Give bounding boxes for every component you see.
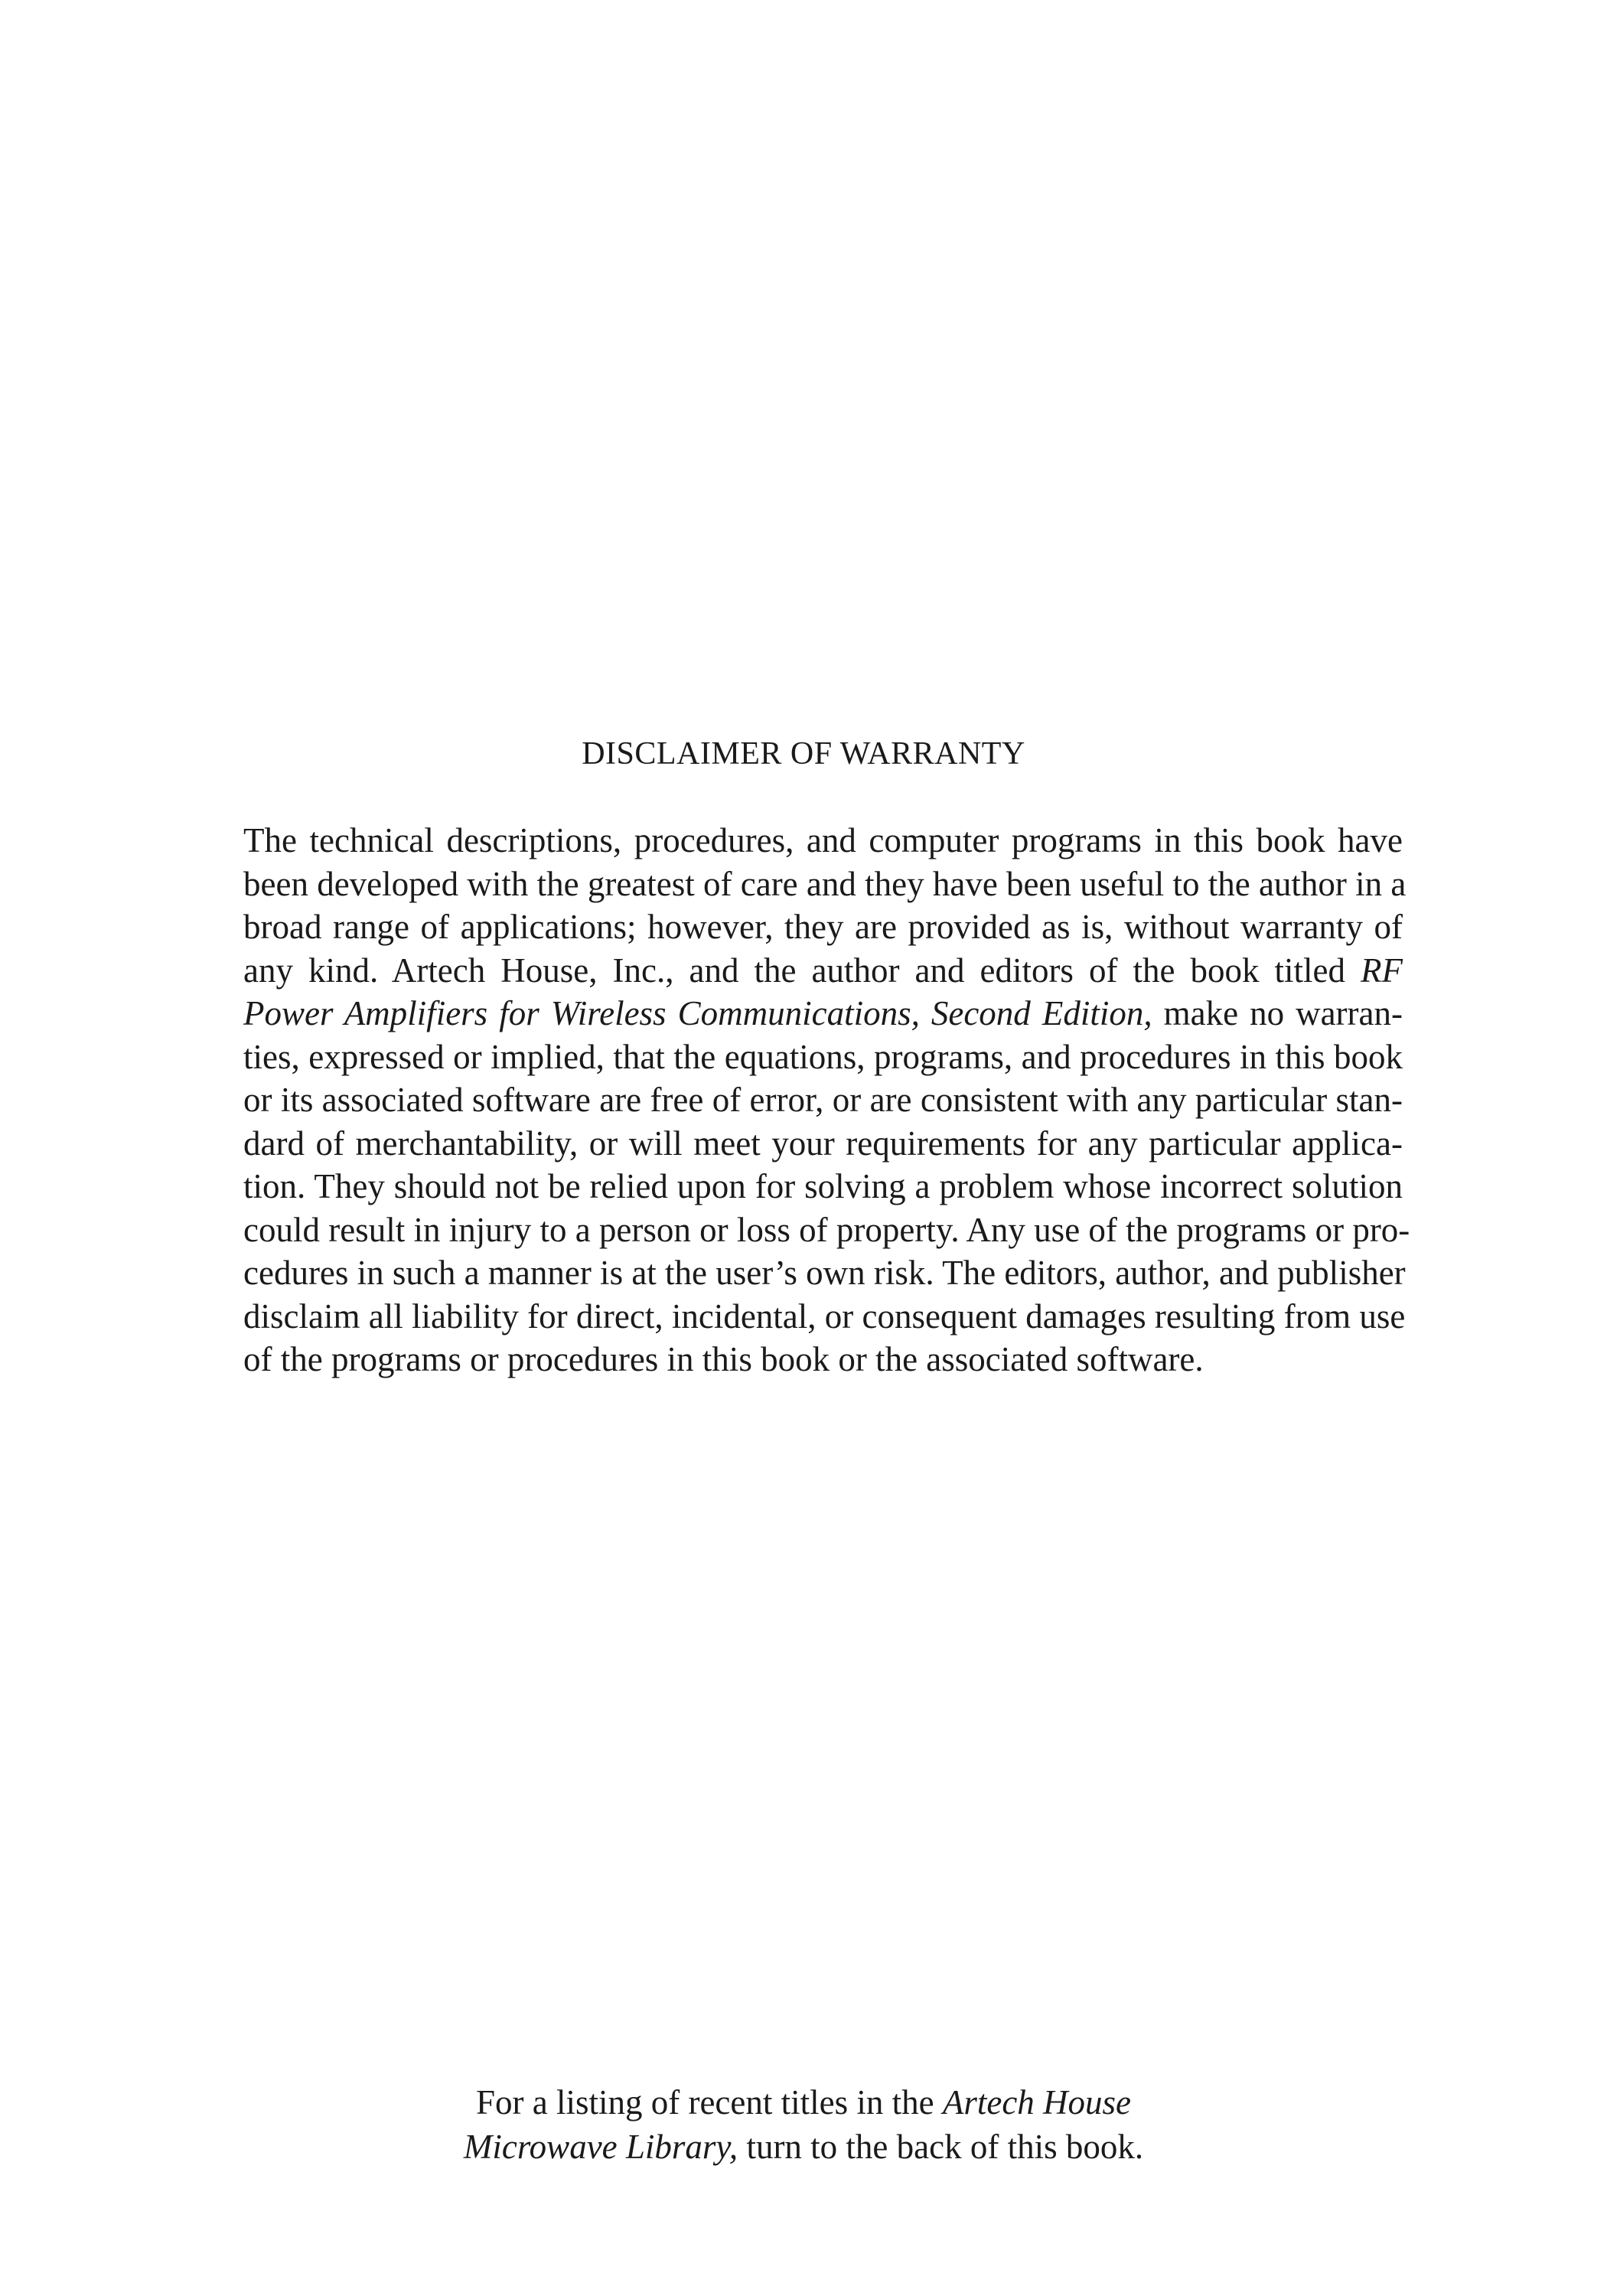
body-line-text: any kind. Artech House, Inc., and the author and editors of the book titled <box>243 951 1361 990</box>
footer-line <box>0 2125 1607 2169</box>
footer-note <box>0 2080 1607 2169</box>
body-line-text: make no warran- <box>1152 994 1403 1032</box>
body-line <box>243 992 1403 1035</box>
footer-text: For a listing of recent titles in the <box>475 2083 943 2122</box>
body-line: of the programs or procedures in this book or the associated software. <box>243 1340 1204 1378</box>
book-title-italic: Power Amplifiers for Wireless Communications, Second Edition, <box>243 994 1152 1032</box>
disclaimer-heading: DISCLAIMER OF WARRANTY <box>582 736 1025 771</box>
library-name-italic: Microwave Library, <box>463 2128 738 2166</box>
book-title-italic: RF <box>1361 951 1403 990</box>
body-line: disclaim all liability for direct, incidental, or consequent damages resulting from use <box>243 1296 1406 1336</box>
footer-text: turn to the back of this book. <box>738 2128 1144 2166</box>
body-line: could result in injury to a person or loss of property. Any use of the programs or pro- <box>243 1210 1410 1249</box>
footer-line <box>0 2080 1607 2125</box>
body-line: tion. They should not be relied upon for solving a problem whose incorrect solution <box>243 1167 1403 1205</box>
body-line: broad range of applications; however, they are provided as is, without warranty of <box>243 908 1403 946</box>
body-line: cedures in such a manner is at the user’s own risk. The editors, author, and publisher <box>243 1254 1406 1292</box>
body-line: dard of merchantability, or will meet your requirements for any particular applica- <box>243 1124 1403 1163</box>
body-line: ties, expressed or implied, that the equations, programs, and procedures in this book <box>243 1037 1403 1076</box>
body-line: The technical descriptions, procedures, and computer programs in this book have <box>243 821 1403 859</box>
disclaimer-body <box>243 819 1410 1381</box>
body-line <box>243 949 1403 993</box>
library-name-italic: Artech House <box>942 2083 1132 2122</box>
body-line: been developed with the greatest of care and they have been useful to the author in a <box>243 864 1407 903</box>
body-line: or its associated software are free of error, or are consistent with any particular stan- <box>243 1081 1403 1119</box>
